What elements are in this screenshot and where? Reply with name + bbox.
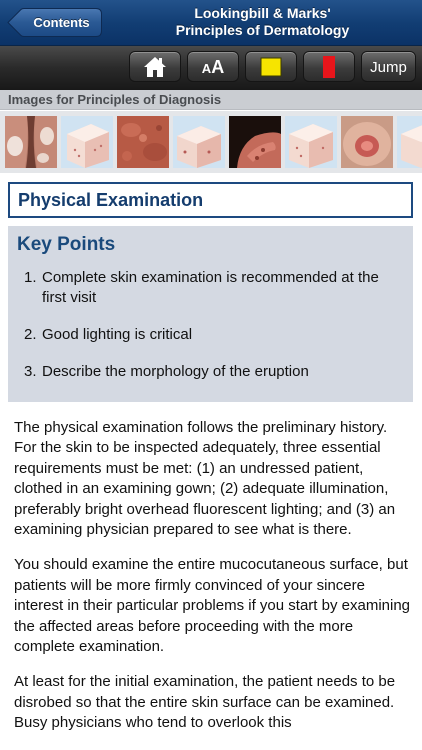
thumbnail-epidermis-diagram[interactable] bbox=[285, 116, 337, 168]
body-paragraph: At least for the initial examination, the patient needs to be disrobed so that the entire skin surface can be examined. Busy physicians who tend to overlook this bbox=[14, 673, 396, 732]
bookmark-icon bbox=[322, 55, 336, 79]
jump-label: Jump bbox=[370, 59, 407, 76]
key-point-number: 3. bbox=[24, 363, 37, 380]
key-point-item bbox=[16, 325, 401, 345]
key-point-number: 2. bbox=[24, 326, 37, 343]
home-icon bbox=[143, 56, 167, 78]
jump-button[interactable] bbox=[361, 51, 416, 82]
font-size-button[interactable] bbox=[187, 51, 239, 82]
note-button[interactable] bbox=[245, 51, 297, 82]
font-small-glyph: A bbox=[201, 61, 212, 76]
thumbnail-breast-lesion-photo[interactable] bbox=[341, 116, 393, 168]
section-heading-physical-examination: Physical Examination bbox=[8, 182, 413, 218]
key-points-list bbox=[16, 268, 401, 399]
navigation-bar bbox=[0, 0, 422, 46]
font-big-glyph: A bbox=[211, 57, 225, 77]
book-title bbox=[150, 5, 375, 39]
key-point-item bbox=[16, 268, 401, 308]
key-point-number: 1. bbox=[24, 269, 37, 286]
thumbnail-hand-photo[interactable] bbox=[229, 116, 281, 168]
contents-back-button[interactable] bbox=[7, 8, 102, 37]
thumbnail-partial-diagram[interactable] bbox=[397, 116, 422, 168]
thumbnail-legs-photo[interactable] bbox=[5, 116, 57, 168]
body-paragraph: The physical examination follows the preliminary history. For the skin to be inspected adequately, three essential requirements must be met: (1) an undressed patient, clothed in an examining gown; (2) adequate illumination, preferably bright overhead fluorescent lighting; and (3) an examining physician prepared to see what is there. bbox=[14, 419, 396, 539]
thumbnail-skin-layers-diagram[interactable] bbox=[173, 116, 225, 168]
image-thumbnail-strip[interactable] bbox=[0, 111, 422, 173]
key-point-text: Describe the morphology of the eruption bbox=[42, 363, 309, 380]
book-title-line1: Lookingbill & Marks' bbox=[194, 5, 331, 21]
book-title-line2: Principles of Dermatology bbox=[175, 22, 350, 38]
body-paragraph: You should examine the entire mucocutaneous surface, but patients will be more firmly convinced of your sincere interest in their particular problems if you start by examining the affected areas before proceeding with the more complete examination. bbox=[14, 556, 411, 656]
key-points-title: Key Points bbox=[17, 234, 116, 255]
thumbnail-rash-photo[interactable] bbox=[117, 116, 169, 168]
thumbnail-skin-diagram[interactable] bbox=[61, 116, 113, 168]
key-points-box bbox=[8, 226, 413, 402]
home-button[interactable] bbox=[129, 51, 181, 82]
body-text bbox=[14, 418, 412, 749]
key-point-text: Complete skin examination is recommended at the first visit bbox=[42, 269, 379, 306]
note-icon bbox=[260, 57, 282, 77]
key-point-item bbox=[16, 362, 401, 382]
toolbar bbox=[0, 46, 422, 90]
bookmark-button[interactable] bbox=[303, 51, 355, 82]
key-point-text: Good lighting is critical bbox=[42, 326, 193, 343]
images-header: Images for Principles of Diagnosis bbox=[0, 90, 422, 110]
back-button-label: Contents bbox=[33, 15, 90, 30]
